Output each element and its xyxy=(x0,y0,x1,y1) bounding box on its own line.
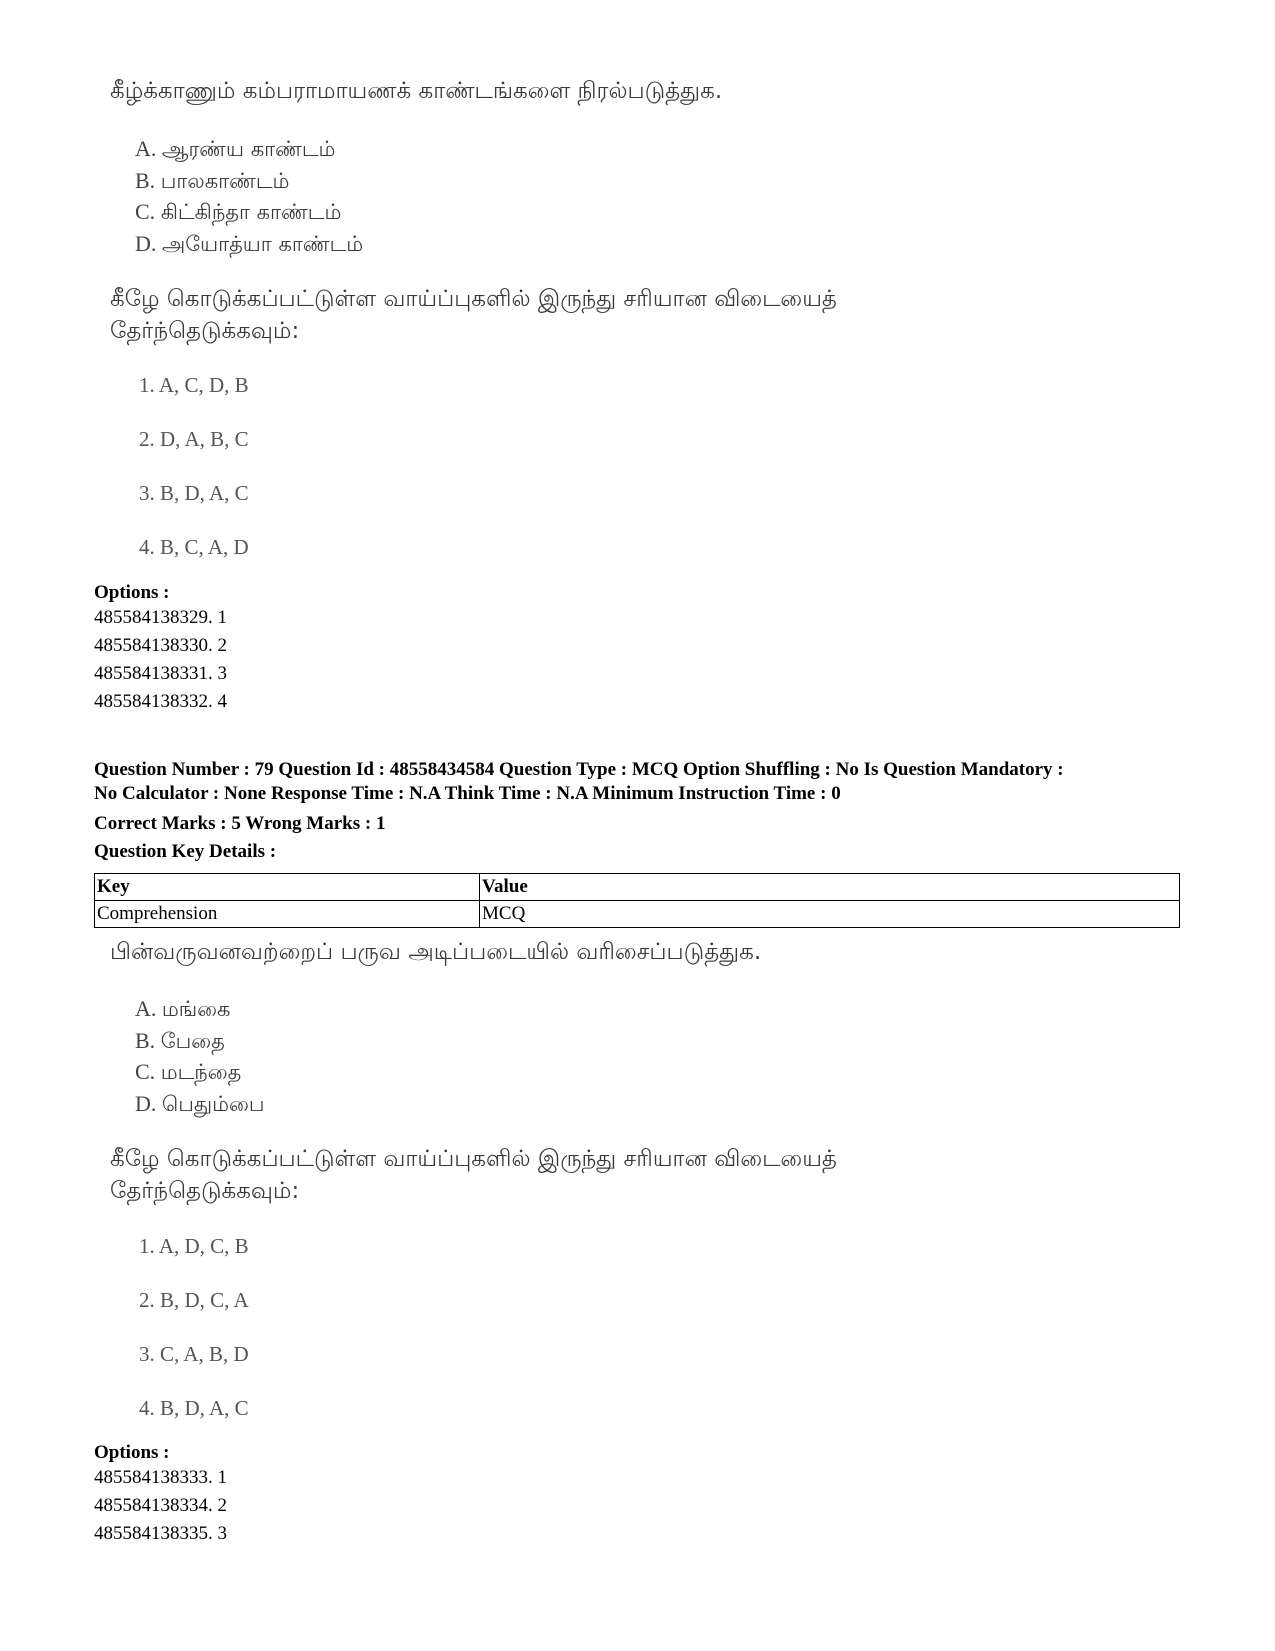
table-header-row xyxy=(95,874,1180,901)
list-item: D. பெதும்பை xyxy=(135,1091,265,1117)
question-marks: Correct Marks : 5 Wrong Marks : 1 xyxy=(94,813,386,834)
question-choices xyxy=(139,1233,249,1449)
option-item: 485584138329. 1 xyxy=(94,607,227,628)
prev-question-items xyxy=(135,133,363,260)
table-cell-value: MCQ xyxy=(480,901,1180,928)
table-row xyxy=(95,901,1180,928)
choice-item: 2. B, D, C, A xyxy=(139,1288,249,1312)
prev-question-instruction: கீழே கொடுக்கப்பட்டுள்ள வாய்ப்புகளில் இருந்து சரியான விடையைத் தேர்ந்தெடுக்கவும்: xyxy=(110,286,837,344)
key-details-table xyxy=(94,873,1180,928)
list-item: A. ஆரண்ய காண்டம் xyxy=(135,136,336,161)
list-item: D. அயோத்யா காண்டம் xyxy=(135,231,364,257)
table-header-key: Key xyxy=(95,874,480,901)
option-item: 485584138331. 3 xyxy=(94,663,227,684)
option-item: 485584138330. 2 xyxy=(94,635,227,656)
option-item: 485584138334. 2 xyxy=(94,1495,227,1516)
list-item: C. மடந்தை xyxy=(135,1059,242,1085)
options-label: Options : xyxy=(94,1442,170,1463)
table-header-value: Value xyxy=(480,874,1180,901)
choice-item: 4. B, D, A, C xyxy=(139,1396,249,1420)
list-item: C. கிட்கிந்தா காண்டம் xyxy=(135,199,342,225)
choice-item: 3. C, A, B, D xyxy=(139,1342,249,1366)
question-items xyxy=(135,993,264,1120)
choice-item: 1. A, C, D, B xyxy=(139,373,249,397)
prev-question-options xyxy=(94,604,227,716)
prev-question-prompt: கீழ்க்காணும் கம்பராமாயணக் காண்டங்களை நிரல்படுத்துக. xyxy=(110,78,723,104)
choice-item: 1. A, D, C, B xyxy=(139,1234,249,1258)
choice-item: 3. B, D, A, C xyxy=(139,481,249,505)
options-label: Options : xyxy=(94,582,170,603)
choice-item: 2. D, A, B, C xyxy=(139,427,249,451)
option-item: 485584138332. 4 xyxy=(94,691,227,712)
question-instruction: கீழே கொடுக்கப்பட்டுள்ள வாய்ப்புகளில் இருந்து சரியான விடையைத் தேர்ந்தெடுக்கவும்: xyxy=(110,1146,837,1204)
option-item: 485584138333. 1 xyxy=(94,1467,227,1488)
table-cell-key: Comprehension xyxy=(95,901,480,928)
list-item: B. பேதை xyxy=(135,1027,225,1053)
list-item: B. பாலகாண்டம் xyxy=(135,167,290,193)
list-item: A. மங்கை xyxy=(135,996,231,1021)
prev-question-choices xyxy=(139,372,249,588)
question-meta: Question Number : 79 Question Id : 48558434584 Question Type : MCQ Option Shuffling : No Is Question Mandatory : No Calculator : None Response Time : N.A Think Time : N.A Minimum Instruction Time : 0 xyxy=(94,759,1064,804)
question-options xyxy=(94,1464,227,1548)
option-item: 485584138335. 3 xyxy=(94,1523,227,1544)
choice-item: 4. B, C, A, D xyxy=(139,535,249,559)
key-details-label: Question Key Details : xyxy=(94,841,277,862)
question-prompt: பின்வருவனவற்றைப் பருவ அடிப்படையில் வரிசைப்படுத்துக. xyxy=(110,939,762,965)
